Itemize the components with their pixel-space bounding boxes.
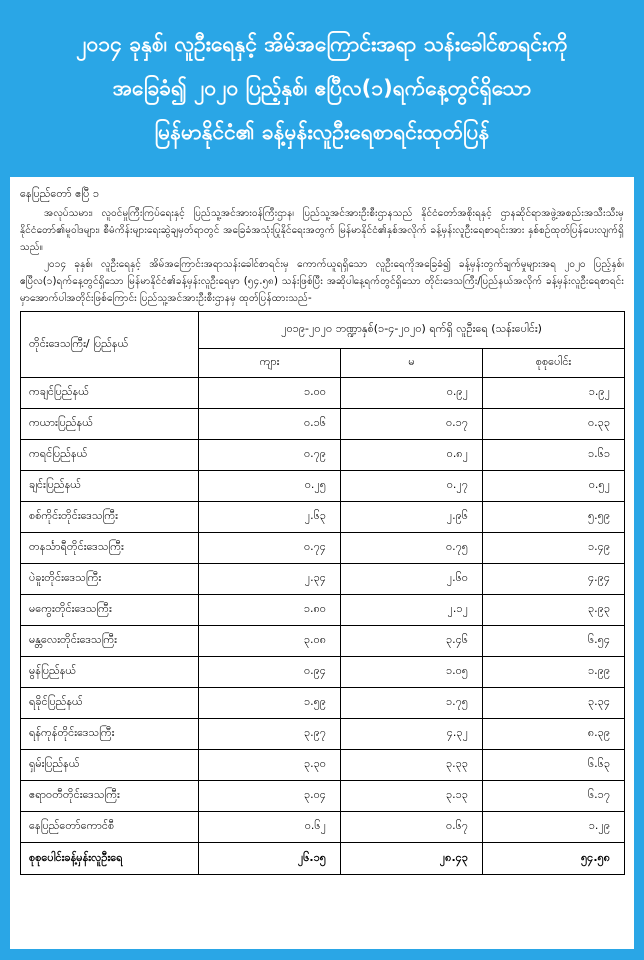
- region-cell: ရခိုင်ပြည်နယ်: [21, 688, 199, 719]
- header-region: တိုင်းဒေသကြီး/ ပြည်နယ်: [21, 312, 199, 378]
- region-cell: မကွေးတိုင်းဒေသကြီး: [21, 595, 199, 626]
- female-cell: ၀.၉၂: [341, 378, 483, 409]
- table-row: [21, 812, 625, 843]
- table-row: [21, 750, 625, 781]
- region-cell: နေပြည်တော်ကောင်စီ: [21, 812, 199, 843]
- male-cell: ၃.၀၈: [199, 626, 341, 657]
- dateline: နေပြည်တော် ဧပြီ ၁: [20, 187, 100, 200]
- total-region-cell: စုစုပေါင်းခန့်မှန်းလူဦးရေ: [21, 843, 199, 875]
- female-cell: ၂.၁၂: [341, 595, 483, 626]
- female-cell: ၀.၈၂: [341, 440, 483, 471]
- total-female-cell: ၂၈.၄၃: [341, 843, 483, 875]
- male-cell: ၁.၅၉: [199, 688, 341, 719]
- region-cell: မန္တလေးတိုင်းဒေသကြီး: [21, 626, 199, 657]
- total-cell: ၁.၄၉: [483, 533, 625, 564]
- total-cell: ၁.၂၉: [483, 812, 625, 843]
- female-cell: ၂.၆၀: [341, 564, 483, 595]
- region-cell: ရန်ကုန်တိုင်းဒေသကြီး: [21, 719, 199, 750]
- region-cell: ကရင်ပြည်နယ်: [21, 440, 199, 471]
- male-cell: ၀.၇၄: [199, 533, 341, 564]
- total-cell: ၀.၃၃: [483, 409, 625, 440]
- headline-line-2: အခြေခံ၍ ၂၀၂၀ ပြည့်နှစ်၊ ဧပြီလ(၁)ရက်နေ့တွင်ရှိသော: [112, 76, 532, 100]
- total-cell: ၆.၆၃: [483, 750, 625, 781]
- male-cell: ၁.၈၀: [199, 595, 341, 626]
- total-cell: ၀.၅၂: [483, 471, 625, 502]
- table-row: [21, 781, 625, 812]
- region-cell: ဧရာဝတီတိုင်းဒေသကြီး: [21, 781, 199, 812]
- total-total-cell: ၅၄.၅၈: [483, 843, 625, 875]
- male-cell: ၀.၁၆: [199, 409, 341, 440]
- article-card: [10, 177, 634, 949]
- body-paragraph: ၂၀၁၄ ခုနှစ်၊ လူဦးရေနှင့် အိမ်အကြောင်းအရာသန်းခေါင်စာရင်းမှ ကောက်ယူရရှိသော လူဦးရေကိုအခြေခံ၍ ခန့်မှန်းတွက်ချက်မှုများအရ ၂၀၂၀ ပြည့်နှစ်၊ ဧပြီလ(၁)ရက်နေ့တွင်ရှိသော မြန်မာနိုင်ငံ၏ခန့်မှန်းလူဦးရေမှာ (၅၄.၅၈) သန်းဖြစ်ပြီး အဆိုပါနေ့ရက်တွင်ရှိသော တိုင်းဒေသကြီး/ပြည်နယ်အလိုက် ခန့်မှန်းလူဦးရေစာရင်းမှာအောက်ပါအတိုင်းဖြစ်ကြောင်း ပြည်သူ့အင်အားဦးစီးဌာနမှ ထုတ်ပြန်ထားသည်-: [20, 259, 624, 304]
- male-cell: ၀.၂၅: [199, 471, 341, 502]
- table-body: [21, 378, 625, 875]
- female-cell: ၀.၆၇: [341, 812, 483, 843]
- population-table: [20, 311, 625, 875]
- table-row: [21, 719, 625, 750]
- region-cell: ကချင်ပြည်နယ်: [21, 378, 199, 409]
- region-cell: မွန်ပြည်နယ်: [21, 657, 199, 688]
- total-cell: ၃.၉၃: [483, 595, 625, 626]
- female-cell: ၁.၀၅: [341, 657, 483, 688]
- male-cell: ၂.၃၄: [199, 564, 341, 595]
- male-cell: ၀.၆၂: [199, 812, 341, 843]
- table-row: [21, 378, 625, 409]
- region-cell: ကယားပြည်နယ်: [21, 409, 199, 440]
- intro-paragraph: အလုပ်သမား၊ လူဝင်မှုကြီးကြပ်ရေးနှင့် ပြည်သူ့အင်အားဝန်ကြီးဌာန၊ ပြည်သူ့အင်အားဦးစီးဌာနသည် နိုင်ငံတော်အစိုးရနှင့် ဌာနဆိုင်ရာအဖွဲ့အစည်းအသီးသီးမှ နိုင်ငံတော်၏မူဝါဒများ၊ စီမံကိန်းများရေးဆွဲချမှတ်ရာတွင် အခြေခံအသုံးပြုနိုင်ရေးအတွက် မြန်မာနိုင်ငံ၏နှစ်အလိုက် ခန့်မှန်းလူဦးရေစာရင်းအား နှစ်စဉ်ထုတ်ပြန်ပေးလျက်ရှိသည်။: [20, 208, 624, 253]
- header-population-group: ၂၀၁၉-၂၀၂၀ ဘဏ္ဍာနှစ်(၁-၄-၂၀၂၀) ရက်ရှိ လူဦးရေ (သန်းပေါင်း): [199, 312, 625, 349]
- total-cell: ၈.၃၉: [483, 719, 625, 750]
- female-cell: ၃.၁၃: [341, 781, 483, 812]
- table-total-row: [21, 843, 625, 875]
- male-cell: ၃.၃၀: [199, 750, 341, 781]
- headline-banner: [0, 0, 644, 176]
- male-cell: ၃.၉၇: [199, 719, 341, 750]
- female-cell: ၀.၁၇: [341, 409, 483, 440]
- total-cell: ၁.၉၉: [483, 657, 625, 688]
- region-cell: ချင်းပြည်နယ်: [21, 471, 199, 502]
- table-row: [21, 688, 625, 719]
- total-male-cell: ၂၆.၁၅: [199, 843, 341, 875]
- female-cell: ၄.၃၂: [341, 719, 483, 750]
- female-cell: ၀.၂၇: [341, 471, 483, 502]
- male-cell: ၁.၀၀: [199, 378, 341, 409]
- headline-line-1: ၂၀၁၄ ခုနှစ်၊ လူဦးရေနှင့် အိမ်အကြောင်းအရာ သန်းခေါင်စာရင်းကို: [76, 32, 568, 56]
- female-cell: ၃.၄၆: [341, 626, 483, 657]
- table-row: [21, 471, 625, 502]
- headline-line-3: မြန်မာနိုင်ငံ၏ ခန့်မှန်းလူဦးရေစာရင်းထုတ်ပြန်: [154, 120, 490, 144]
- female-cell: ၂.၉၆: [341, 502, 483, 533]
- table-row: [21, 626, 625, 657]
- male-cell: ၀.၉၄: [199, 657, 341, 688]
- region-cell: တနင်္သာရီတိုင်းဒေသကြီး: [21, 533, 199, 564]
- region-cell: ရှမ်းပြည်နယ်: [21, 750, 199, 781]
- total-cell: ၁.၉၂: [483, 378, 625, 409]
- table-row: [21, 440, 625, 471]
- male-cell: ၀.၇၉: [199, 440, 341, 471]
- table-row: [21, 533, 625, 564]
- table-row: [21, 657, 625, 688]
- total-cell: ၄.၉၄: [483, 564, 625, 595]
- total-cell: ၃.၃၄: [483, 688, 625, 719]
- female-cell: ၀.၇၅: [341, 533, 483, 564]
- header-total: စုစုပေါင်း: [483, 349, 625, 378]
- table-row: [21, 502, 625, 533]
- region-cell: စစ်ကိုင်းတိုင်းဒေသကြီး: [21, 502, 199, 533]
- total-cell: ၅.၅၉: [483, 502, 625, 533]
- header-female: မ: [341, 349, 483, 378]
- region-cell: ပဲခူးတိုင်းဒေသကြီး: [21, 564, 199, 595]
- header-male: ကျား: [199, 349, 341, 378]
- table-row: [21, 595, 625, 626]
- total-cell: ၆.၁၇: [483, 781, 625, 812]
- total-cell: ၆.၅၄: [483, 626, 625, 657]
- table-row: [21, 409, 625, 440]
- female-cell: ၁.၇၅: [341, 688, 483, 719]
- female-cell: ၃.၃၃: [341, 750, 483, 781]
- male-cell: ၃.၀၄: [199, 781, 341, 812]
- male-cell: ၂.၆၃: [199, 502, 341, 533]
- table-row: [21, 564, 625, 595]
- total-cell: ၁.၆၁: [483, 440, 625, 471]
